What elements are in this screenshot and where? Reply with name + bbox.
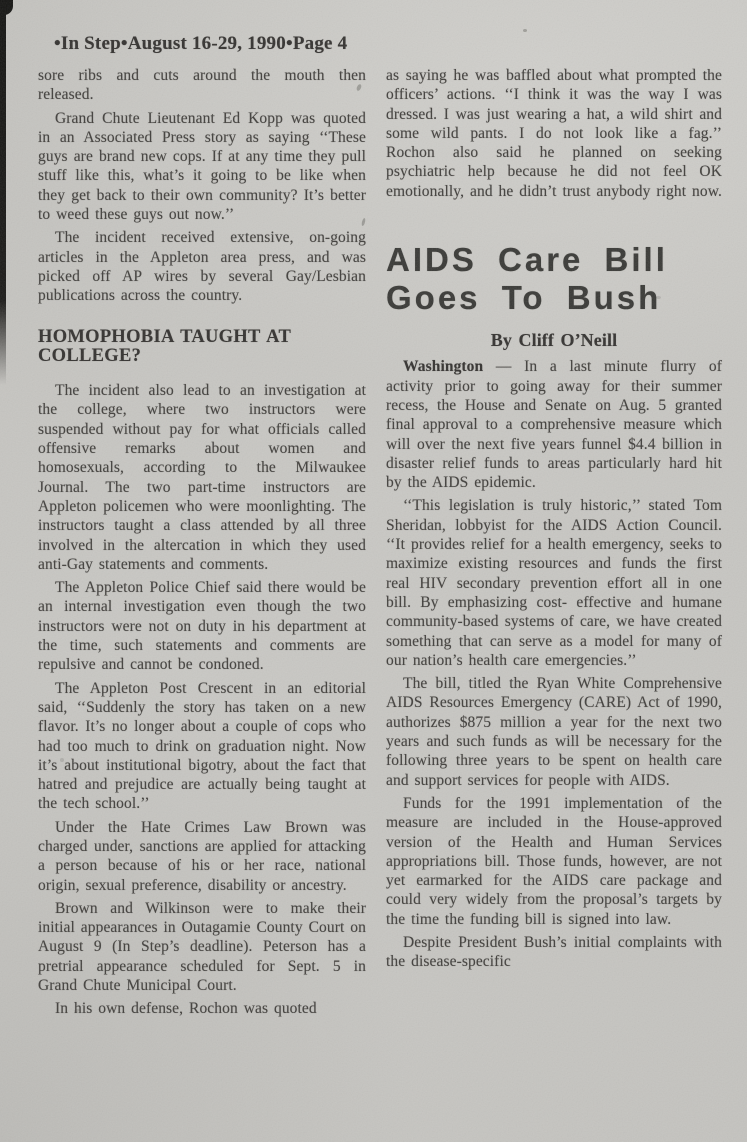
byline: By Cliff O’Neill [490, 330, 618, 351]
paragraph: Grand Chute Lieutenant Ed Kopp was quoted in an Associated Press story as saying ‘‘These guys are brand new cops. If at any time they pull stuff like this, what’s it going to be like when they get back to their own community? It’s better to weed these guys out now.’’ [38, 109, 366, 224]
lead-text: — In a last minute flurry of activity prior to going away for their summer recess, the House and Senate on Aug. 5 granted final approval to a comprehensive measure which will over the next five years funnel $4.4 billion in disaster relief funds to areas particularly hard hit by the AIDS epidemic. [386, 358, 722, 492]
paragraph: Despite President Bush’s initial complaints with the disease-specific [386, 933, 722, 971]
section-subheading: HOMOPHOBIA TAUGHT AT COLLEGE? [38, 326, 291, 366]
left-column [38, 66, 366, 1023]
paragraph: ‘‘This legislation is truly historic,’’ stated Tom Sheridan, lobbyist for the AIDS Action Council. ‘‘It provides relief for a health emergency, seeks to maximize existing resources and funds the first real HIV secondary prevention effort all in one bill. By emphasizing cost- effective and humane community-based systems of care, we have created something that can serve as a model for many of our nation’s health care emergencies.’’ [386, 497, 722, 669]
scan-speck [523, 29, 527, 32]
paragraph: The incident also lead to an investigation at the college, where two instructors were suspended without pay for what officials called offensive remarks about women and homosexuals, according to the Milwaukee Journal. The two part-time instructors are Appleton policemen who were moonlighting. The instructors taught a class attended by all three involved in the altercation in which they used anti-Gay statements and comments. [38, 382, 366, 573]
paragraph: The incident received extensive, on-going articles in the Appleton area press, and was picked off AP wires by several Gay/Lesbian publications across the country. [38, 229, 366, 305]
paragraph: The Appleton Police Chief said there would be an internal investigation even though the two instructors were not on duty in his department at the time, such statements and comments are repulsive and cannot be condoned. [38, 579, 366, 674]
scan-speck [656, 296, 661, 299]
scan-edge-shadow [0, 0, 6, 385]
paragraph: as saying he was baffled about what prompted the officers’ actions. ‘‘I think it was the way I was dressed. I was just wearing a hat, a wild shirt and some wild pants. I do not look like a fag.’’ Rochon also said he planned on seeking psychiatric help because he did not feel OK emotionally, and he didn’t trust anybody right now. [386, 67, 722, 200]
paragraph: Funds for the 1991 implementation of the measure are included in the House-approved version of the Health and Human Services appropriations bill. Those funds, however, are not yet earmarked for the AIDS care package and could very widely from the proposal’s targets by the time the funding bill is signed into law. [386, 794, 722, 928]
paragraph: The Appleton Post Crescent in an editorial said, ‘‘Suddenly the story has taken on a new flavor. It’s no longer about a couple of cops who had too much to drink on graduation night. Now it’s about institutional bigotry, about the fact that hatred and prejudice are actually being taught at the tech school.’’ [38, 679, 366, 813]
headline-line-2: Goes To Bush [386, 279, 662, 317]
dateline: Washington [403, 358, 484, 376]
scan-corner-shadow [0, 0, 13, 15]
paragraph: Brown and Wilkinson were to make their initial appearances in Outagamie County Court on August 9 (In Step’s deadline). Peterson has a pretrial appearance scheduled for Sept. 5 in Grand Chute Municipal Court. [38, 899, 366, 995]
paragraph [386, 357, 722, 492]
headline-line-1: AIDS Care Bill [386, 241, 668, 279]
scan-speck [60, 758, 64, 762]
paragraph: Under the Hate Crimes Law Brown was charged under, sanctions are applied for attacking a person because of his or her race, national origin, sexual preference, disability or ancestry. [38, 818, 366, 894]
right-column [386, 66, 722, 976]
page-header: •In Step•August 16-29, 1990•Page 4 [54, 33, 348, 54]
paragraph: In his own defense, Rochon was quoted [55, 1000, 317, 1018]
paragraph: The bill, titled the Ryan White Comprehensive AIDS Resources Emergency (CARE) Act of 1990, authorizes $875 million a year for the next two years and such funds as will be necessary for the following three years to be spent on health care and support services for people with AIDS. [386, 675, 722, 789]
paragraph: sore ribs and cuts around the mouth then released. [38, 67, 366, 104]
article-headline [386, 241, 722, 317]
